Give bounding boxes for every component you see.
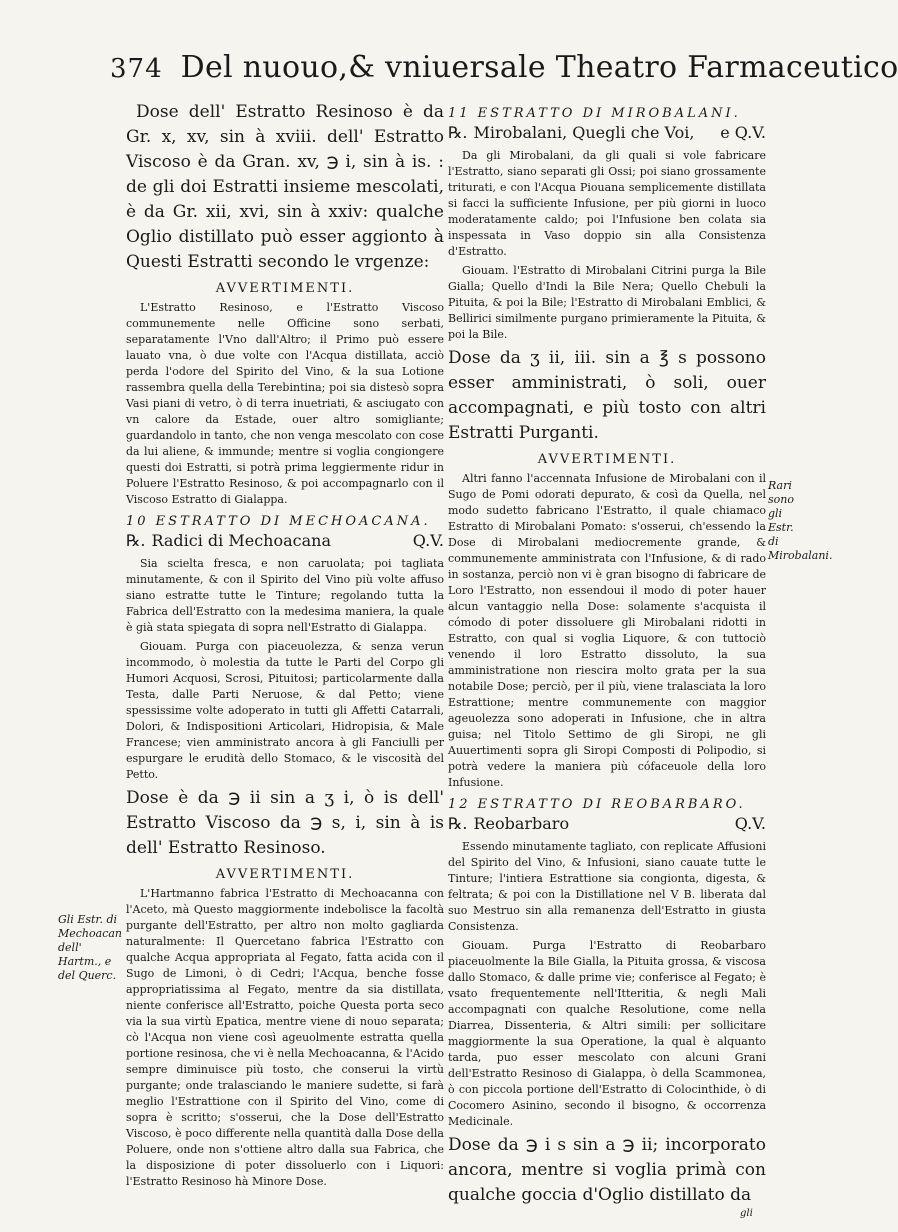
- warning-text: L'Estratto Resinoso, e l'Estratto Viscoso communemente nelle Officine sono serbati, separatamente l'Vno dall'Altro; il Primo può essere lauato vna, ò due volte con l'Acqua distillata, acciò perda l'odore del Spirito del Vino, & la sua Lotione rassembra quella della Terebintina; poi sia distesò sopra Vasi piani di vetro, ò di terra inuetriati, & asciugato con vn calore da Estade, ouer altro somigliante; guardandolo in tanto, che non venga mescolato con cose da lui aliene, & immunde; mentre si voglia congiongere questi doi Estratti, si potrà prima leggiermente ridur in Poluere l'Estratto Resinoso, & poi accompagnarlo con il Viscoso Estratto di Gialappa.: [126, 301, 444, 506]
- margin-note-left: Gli Estr. di Mechoacan dell' Hartm., e del Querc.: [58, 913, 123, 982]
- left-column: [126, 100, 444, 1220]
- recipe-ingredient: Reobarbaro: [473, 814, 570, 833]
- section-heading-10: 10 ESTRATTO DI MECHOACANA.: [126, 514, 431, 529]
- giouam-text: Giouam. l'Estratto di Mirobalani Citrini purga la Bile Gialla; Quello d'Indi la Bile Nera; Quello Chebuli la Pituita, & poi la Bile; l'Estratto di Mirobalani Emblici, & Bellirici similmente purgano primieramente la Pituita, & poi la Bile.: [448, 264, 766, 341]
- page-number: 374: [110, 54, 163, 84]
- recipe-quantity: Q.V.: [412, 531, 444, 550]
- preparation-text: Sia scielta fresca, e non caruolata; poi tagliata minutamente, & con il Spirito del Vino più volte affuso siano estratte tutte le Tinture; regolando tutta la Fabrica dell'Estratto con la medesima maniera, la quale è già stata spiegata di sopra nell'Estratto di Gialappa.: [126, 557, 444, 634]
- recipe-ingredient: Mirobalani, Quegli che Voi,: [473, 123, 695, 142]
- recipe-line-11: [448, 123, 766, 142]
- warning-heading: AVVERTIMENTI.: [215, 867, 355, 882]
- recipe-ingredient: Radici di Mechoacana: [151, 531, 331, 550]
- recipe-symbol: ℞.: [448, 814, 468, 833]
- recipe-quantity: e Q.V.: [720, 123, 766, 142]
- section-heading-12: 12 ESTRATTO DI REOBARBARO.: [448, 797, 746, 812]
- dose-paragraph: Dose dell' Estratto Resinoso è da Gr. x, xv, sin à xviii. dell' Estratto Viscoso è da Gran. xv, ℈ i, sin à is. : de gli doi Estratti insieme mescolati, è da Gr. xii, xvi, sin à xxiv: qualche Oglio distillato può esser aggionto à Questi Estratti secondo le vrgenze:: [126, 102, 444, 272]
- warning-text: Altri fanno l'accennata Infusione de Mirobalani con il Sugo de Pomi odorati depurato, & così da Quella, nel modo sudetto fabricano l'Estratto, il quale chiamaco Estratto di Mirobalani Pomato: s'osserui, ch'essendo la Dose di Mirobalani mediocremente grande, & communemente amministrata con l'Infusione, & di rado in sostanza, perciò non vi è gran bisogno di fabricare de Loro l'Estratto, non essendoui il modo di poter hauer alcun vantaggio nella Dose: solamente s'acquista il cómodo di poter dissoluere gli Mirobalani ridotti in Estratto, con qual si voglia Liquore, & con tuttociò venendo il loro Estratto dissoluto, la sua amministratione non riescira molto grata per la sua notabile Dose; perciò, per il più, viene tralasciata la loro Estrattione; mentre communemente con maggior ageuolezza sono adoperati in Infusione, che in altra guisa; nel Titolo Settimo de gli Siropi, ne gli Auuertimenti sopra gli Siropi Composti di Polipodio, si potrà vedere la maniera più cófaceuole della loro Infusione.: [448, 472, 766, 789]
- giouam-text: Giouam. Purga con piaceuolezza, & senza verun incommodo, ò molestia da tutte le Parti del Corpo gli Humori Acquosi, Scrosi, Pituitosi; particolarmente dalla Testa, dalle Parti Neruose, & dal Petto; viene spessissime volte adoperato in tutti gli Affetti Catarrali, Dolori, & Indispositioni Articolari, Hidropisia, & Male Francese; vien amministrato ancora à gli Fanciulli per espurgare le erudità dello Stomaco, & le viscosità del Petto.: [126, 640, 444, 781]
- page-header: [110, 50, 898, 98]
- recipe-symbol: ℞.: [126, 531, 146, 550]
- right-column: [448, 100, 766, 1220]
- section-heading-11: 11 ESTRATTO DI MIROBALANI.: [448, 106, 741, 121]
- margin-note-right: Rari sono gli Estr. di Mirobalani.: [768, 479, 833, 562]
- dose-paragraph: Dose da ℈ i s sin a ℈ ii; incorporato ancora, mentre si voglia primà con qualche goccia d'Oglio distillato da: [448, 1135, 766, 1205]
- running-title: Del nuouo,& vniuersale Theatro Farmaceutico: [180, 50, 898, 85]
- giouam-text: Giouam. Purga l'Estratto di Reobarbaro piaceuolmente la Bile Gialla, la Pituita grossa, & viscosa dallo Stomaco, & dalle prime vie; conferisce al Fegato; è vsato frequentemente nell'Itteritia, & negli Mali accompagnati con qualche Resolutione, come nella Diarrea, Dissenteria, & Altri simili: per sollicitare maggiormente la sua Operatione, la qual è alquanto tarda, puo esser mescolato con alcuni Grani dell'Estratto Resinoso di Gialappa, ò della Scammonea, ò con piccola portione dell'Estratto di Colocinthide, ò di Cocomero Asinino, secondo il bisogno, & occorrenza Medicinale.: [448, 939, 766, 1128]
- recipe-quantity: Q.V.: [734, 814, 766, 833]
- dose-paragraph: Dose è da ℈ ii sin a ʒ i, ò is dell' Estratto Viscoso da ℈ s, i, sin à is dell' Estratto Resinoso.: [126, 788, 444, 858]
- dose-paragraph: Dose da ʒ ii, iii. sin a ℥ s possono esser amministrati, ò soli, ouer accompagnati, e più tosto con altri Estratti Purganti.: [448, 348, 766, 443]
- recipe-line-12: [448, 814, 766, 833]
- preparation-text: Essendo minutamente tagliato, con replicate Affusioni del Spirito del Vino, & Infusioni, siano cauate tutte le Tinture; l'intiera Estrattione sia congionta, digesta, & feltrata; & poi con la Distillatione nel V B. liberata dal suo Mestruo sin alla remanenza dell'Estratto in giusta Consistenza.: [448, 840, 766, 933]
- recipe-symbol: ℞.: [448, 123, 468, 142]
- catchword: gli: [740, 1208, 753, 1219]
- recipe-line-10: [126, 531, 444, 550]
- preparation-text: Da gli Mirobalani, da gli quali si vole fabricare l'Estratto, siano separati gli Ossi; poi siano grossamente triturati, e con l'Acqua Piouana semplicemente distillata si facci la sufficiente Infusione, per più giorni in luoco moderatamente caldo; poi l'Infusione ben colata sia inspessata in Vaso doppio sin alla Consistenza d'Estratto.: [448, 149, 766, 258]
- warning-heading: AVVERTIMENTI.: [537, 452, 677, 467]
- warning-heading: AVVERTIMENTI.: [215, 281, 355, 296]
- warning-text: L'Hartmanno fabrica l'Estratto di Mechoacanna con l'Aceto, mà Questo maggiormente indebolisce la facoltà purgante dell'Estratto, per altro non molto gagliarda naturalmente: Il Quercetano fabrica l'Estratto con qualche Acqua appropriata al Fegato, fatta acida con il Sugo de Limoni, ò di Cedri; l'Acqua, benche fosse appropriatissima al Fegato, mentre da sia distillata, niente conferisce all'Estratto, poiche Questa porta seco via la sua virtù Epatica, mentre viene di nouo separata; cò l'Acqua non viene così ageuolmente estratta quella portione resinosa, che vi è nella Mechoacanna, & l'Acido sempre diminuisce più tosto, che conserui la virtù purgante; onde tralasciando le maniere sudette, si farà meglio l'Estrattione con il Spirito del Vino, come di sopra è scritto; s'osserui, che la Dose dell'Estratto Viscoso, è poco differente nella quantità dalla Dose della Poluere, onde non s'ottiene altro dalla sua Fabrica, che la disposizione di poter dissoluerlo con i Liquori: l'Estratto Resinoso hà Minore Dose.: [126, 887, 444, 1188]
